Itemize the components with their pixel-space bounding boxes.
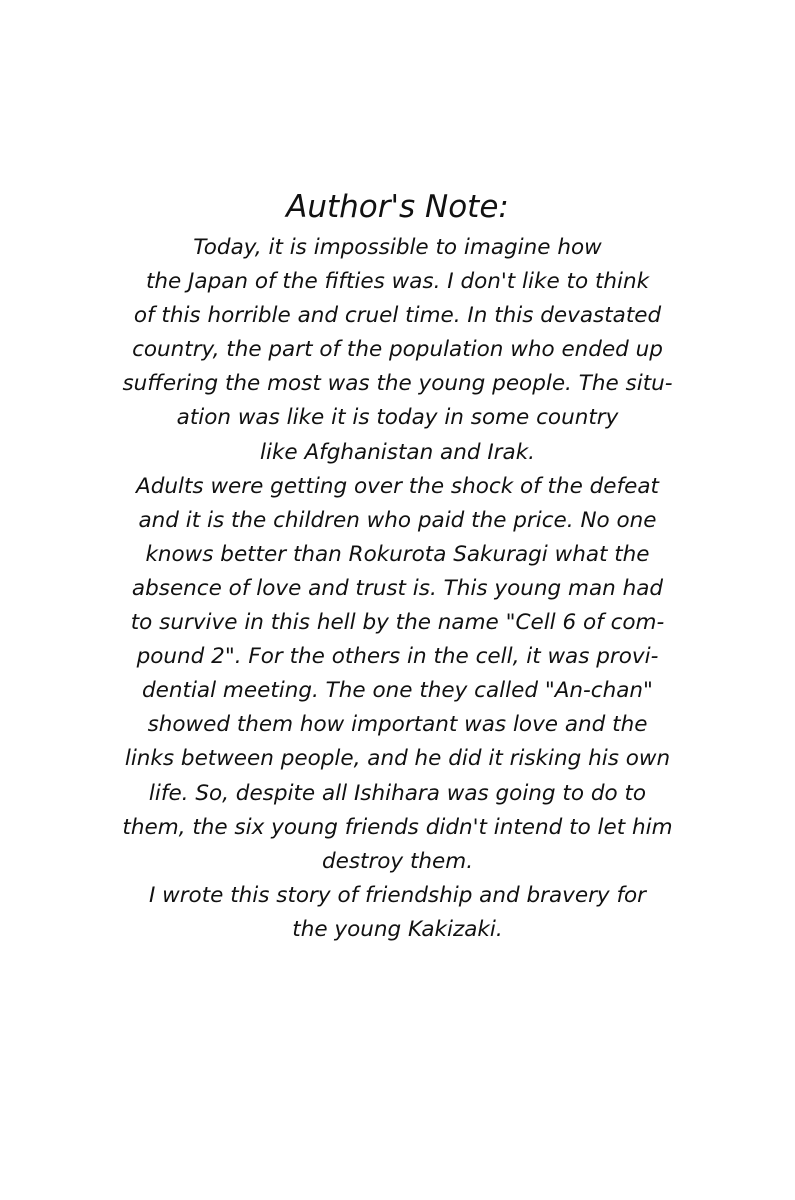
authors-note [90, 183, 705, 947]
note-line: pound 2". For the others in the cell, it was provi- [136, 644, 659, 670]
note-line: of this horrible and cruel time. In this devastated [133, 303, 662, 329]
note-title: Author's Note: [286, 189, 509, 225]
note-line: them, the six young friends didn't intend to let him [122, 814, 673, 840]
note-line: life. So, despite all Ishihara was going to do to [148, 780, 647, 806]
note-line: destroy them. [321, 848, 474, 874]
note-line: country, the part of the population who ended up [132, 337, 663, 363]
note-body [90, 231, 705, 947]
note-line: the young Kakizaki. [292, 916, 503, 942]
note-line: dential meeting. The one they called "An-chan" [142, 678, 653, 704]
note-line: and it is the children who paid the price. No one [138, 507, 657, 533]
note-line: knows better than Rokurota Sakuragi what the [145, 541, 650, 567]
note-line: the Japan of the fifties was. I don't like to think [145, 269, 650, 295]
note-line: links between people, and he did it risking his own [124, 746, 671, 772]
note-line: I wrote this story of friendship and bravery for [148, 882, 647, 908]
note-line: to survive in this hell by the name "Cell 6 of com- [130, 610, 665, 636]
note-line: showed them how important was love and the [147, 712, 648, 738]
note-line: suffering the most was the young people. The situ- [122, 371, 673, 397]
note-line: ation was like it is today in some country [176, 405, 619, 431]
note-line: Today, it is impossible to imagine how [193, 235, 602, 260]
note-line: Adults were getting over the shock of the defeat [136, 473, 659, 499]
note-line: like Afghanistan and Irak. [260, 439, 535, 465]
note-line: absence of love and trust is. This young man had [131, 575, 664, 601]
